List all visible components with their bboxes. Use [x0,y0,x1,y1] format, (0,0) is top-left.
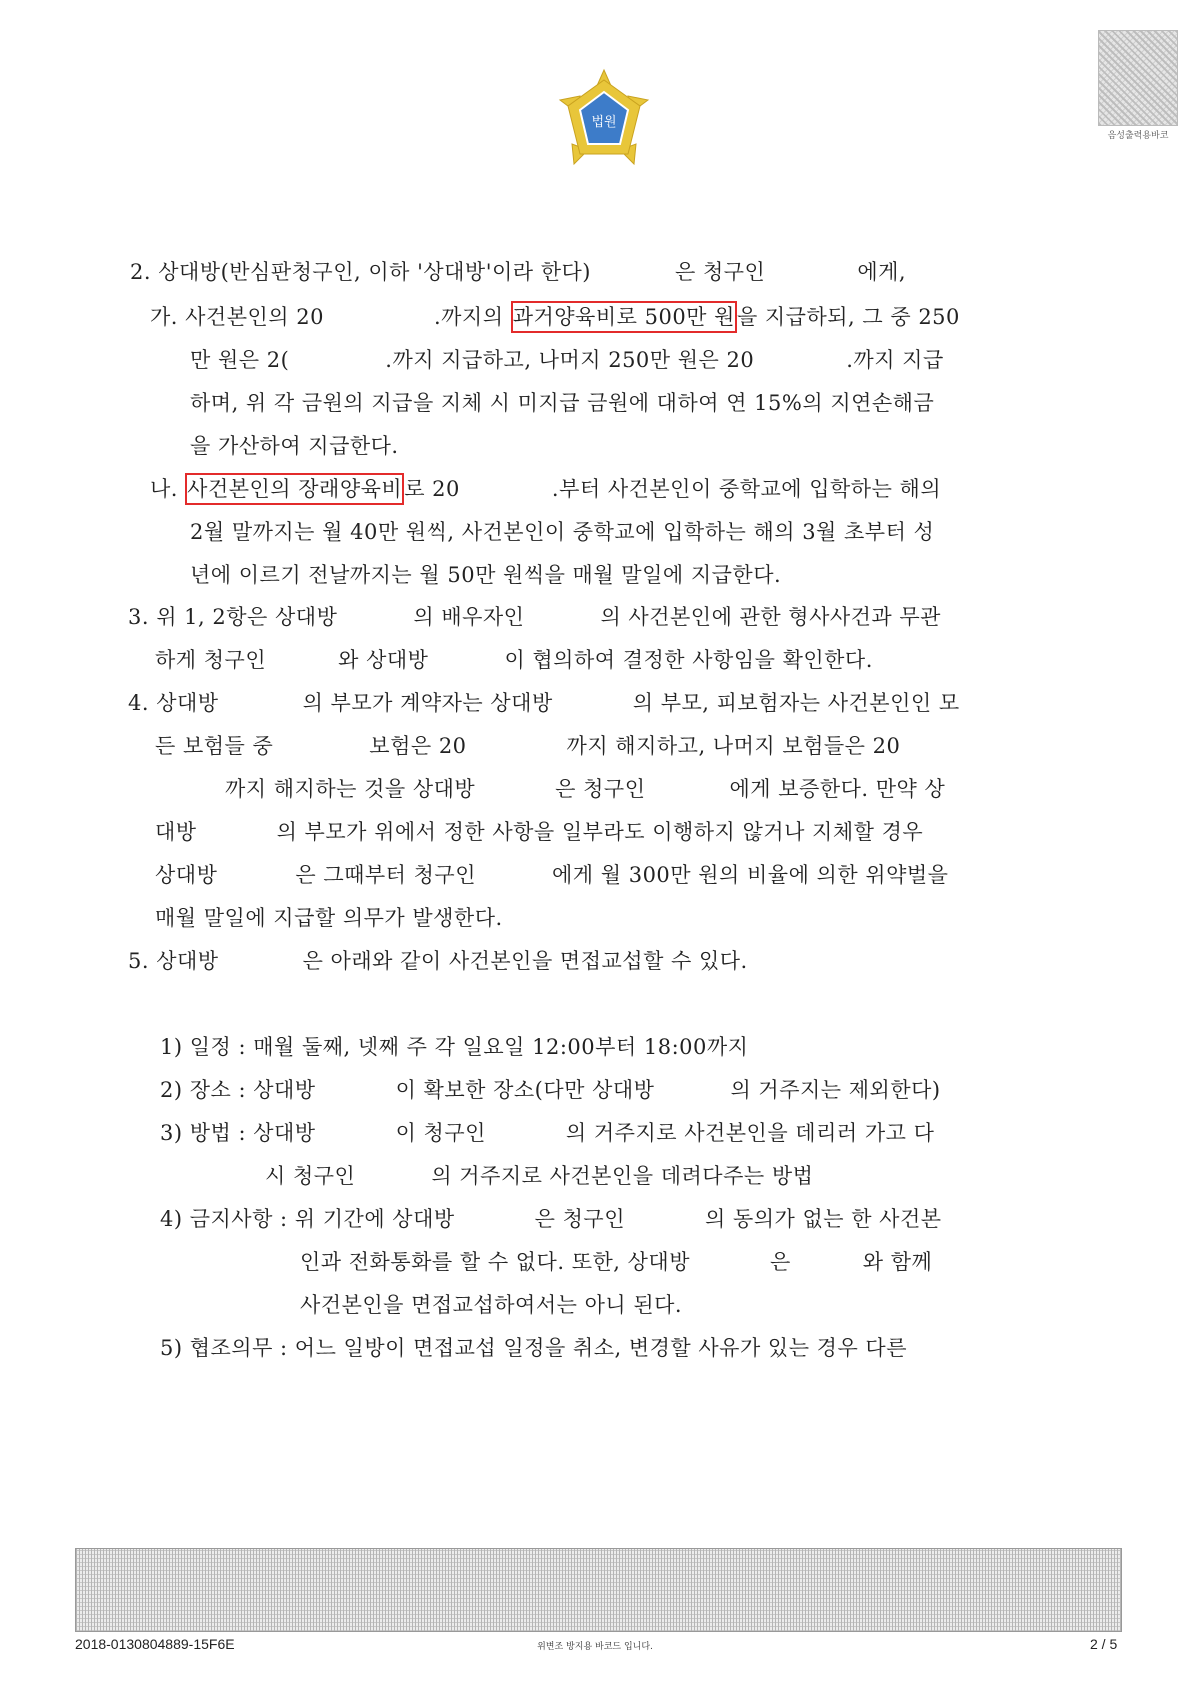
item-2-ga-line-1 [150,302,960,332]
document-id: 2018-0130804889-15F6E [75,1636,235,1652]
text-segment: 만 원은 2( [190,348,290,372]
item-2-na-line-3: 년에 이르기 전날까지는 월 50만 원씩을 매월 말일에 지급한다. [190,563,782,587]
item-5-line [128,946,748,976]
text-segment: 은 청구인 [555,777,646,801]
text-segment: 와 상대방 [338,648,429,672]
item-3-line-2 [155,645,873,675]
item-4-line-4 [155,817,923,847]
item-4-line-1 [128,688,960,718]
visitation-method-line-2 [265,1161,813,1191]
text-segment: 3) 방법 : 상대방 [160,1121,316,1145]
text-segment: 의 배우자인 [413,605,525,629]
visitation-place [160,1075,941,1105]
text-segment: 은 청구인 [675,260,766,284]
text-segment: 에게 보증한다. 만약 상 [729,777,946,801]
barcode-note: 위변조 방지용 바코드 입니다. [537,1642,653,1652]
text-segment: 3. 위 1, 2항은 상대방 [128,605,338,629]
text-segment: 의 거주지로 사건본인을 데리러 가고 다 [565,1121,935,1145]
item-4-line-3 [155,774,945,804]
text-segment: 에게, [857,260,907,284]
highlight-past-child-support: 과거양육비로 500만 원 [511,301,737,333]
text-segment: 의 동의가 없는 한 사건본 [704,1207,942,1231]
text-segment: 5. 상대방 [128,949,219,973]
text-segment: 의 거주지는 제외한다) [730,1078,941,1102]
text-segment: 든 보험들 중 [155,734,274,758]
text-segment: 이 협의하여 결정한 사항임을 확인한다. [504,648,873,672]
text-segment: 상대방 [155,863,218,887]
item-2-ga-line-4: 을 가산하여 지급한다. [190,434,399,458]
text-segment: 로 20 [404,477,460,501]
text-segment: 이 확보한 장소(다만 상대방 [395,1078,655,1102]
text-segment: 인과 전화통화를 할 수 없다. 또한, 상대방 [300,1250,690,1274]
visitation-schedule: 1) 일정 : 매월 둘째, 넷째 주 각 일요일 12:00부터 18:00까지 [160,1035,749,1059]
item-4-line-5 [155,860,948,890]
text-segment: 까지 해지하고, 나머지 보험들은 20 [566,734,901,758]
court-emblem [548,66,660,176]
text-segment: 4) 금지사항 : 위 기간에 상대방 [160,1207,455,1231]
text-segment: 4. 상대방 [128,691,219,715]
item-3-line-1 [128,602,941,632]
item-2-na-line-2: 2월 말까지는 월 40만 원씩, 사건본인이 중학교에 입학하는 해의 3월 초부터 성 [190,520,935,544]
qr-code [1098,30,1178,126]
text-segment: 의 부모가 계약자는 상대방 [302,691,553,715]
text-segment: 은 [769,1250,791,1274]
text-segment: 대방 [155,820,197,844]
text-segment: 의 거주지로 사건본인을 데려다주는 방법 [431,1164,814,1188]
emblem-text: 법원 [591,115,617,130]
text-segment: 에게 월 300만 원의 비율에 의한 위약벌을 [552,863,949,887]
text-segment: 의 부모가 위에서 정한 사항을 일부라도 이행하지 않거나 지체할 경우 [276,820,924,844]
text-segment: 2) 장소 : 상대방 [160,1078,316,1102]
item-2-na-line-1 [150,474,941,504]
visitation-method-line-1 [160,1118,934,1148]
text-segment: 은 청구인 [534,1207,625,1231]
text-segment: .까지 지급하고, 나머지 250만 원은 20 [385,348,755,372]
visitation-prohibition-line-1 [160,1204,942,1234]
text-segment: 이 청구인 [395,1121,486,1145]
text-segment: 하게 청구인 [155,648,267,672]
highlight-future-child-support: 사건본인의 장래양육비 [185,473,404,505]
text-segment: 가. 사건본인의 20 [150,305,324,329]
text-segment: .까지의 [433,305,504,329]
text-segment: 은 그때부터 청구인 [295,863,476,887]
text-segment: 시 청구인 [265,1164,356,1188]
text-segment: .까지 지급 [846,348,944,372]
text-segment: 와 함께 [862,1250,933,1274]
text-segment: 까지 해지하는 것을 상대방 [225,777,476,801]
item-4-line-2 [155,731,900,761]
text-segment: 2. 상대방(반심판청구인, 이하 '상대방'이라 한다) [130,260,591,284]
text-segment: 의 사건본인에 관한 형사사건과 무관 [600,605,941,629]
qr-caption: 음성출력용바코 [1107,131,1169,141]
text-segment: 의 부모, 피보험자는 사건본인인 모 [632,691,960,715]
item-2-ga-line-3: 하며, 위 각 금원의 지급을 지체 시 미지급 금원에 대하여 연 15%의 지연손해금 [190,391,935,415]
court-emblem-icon [548,66,660,176]
text-segment: .부터 사건본인이 중학교에 입학하는 해의 [551,477,942,501]
text-segment: 을 지급하되, 그 중 250 [736,305,960,329]
visitation-cooperation: 5) 협조의무 : 어느 일방이 면접교섭 일정을 취소, 변경할 사유가 있는 경우 다른 [160,1336,907,1360]
item-2-line [130,257,906,287]
item-2-ga-line-2 [190,345,944,375]
text-segment: 보험은 20 [369,734,467,758]
item-4-line-6: 매월 말일에 지급할 의무가 발생한다. [155,906,503,930]
visitation-prohibition-line-2 [300,1247,932,1277]
text-segment: 나. [150,477,178,501]
page-number: 2 / 5 [1090,1636,1118,1652]
text-segment: 은 아래와 같이 사건본인을 면접교섭할 수 있다. [302,949,748,973]
visitation-prohibition-line-3: 사건본인을 면접교섭하여서는 아니 된다. [300,1293,683,1317]
anti-forgery-barcode [75,1548,1122,1632]
